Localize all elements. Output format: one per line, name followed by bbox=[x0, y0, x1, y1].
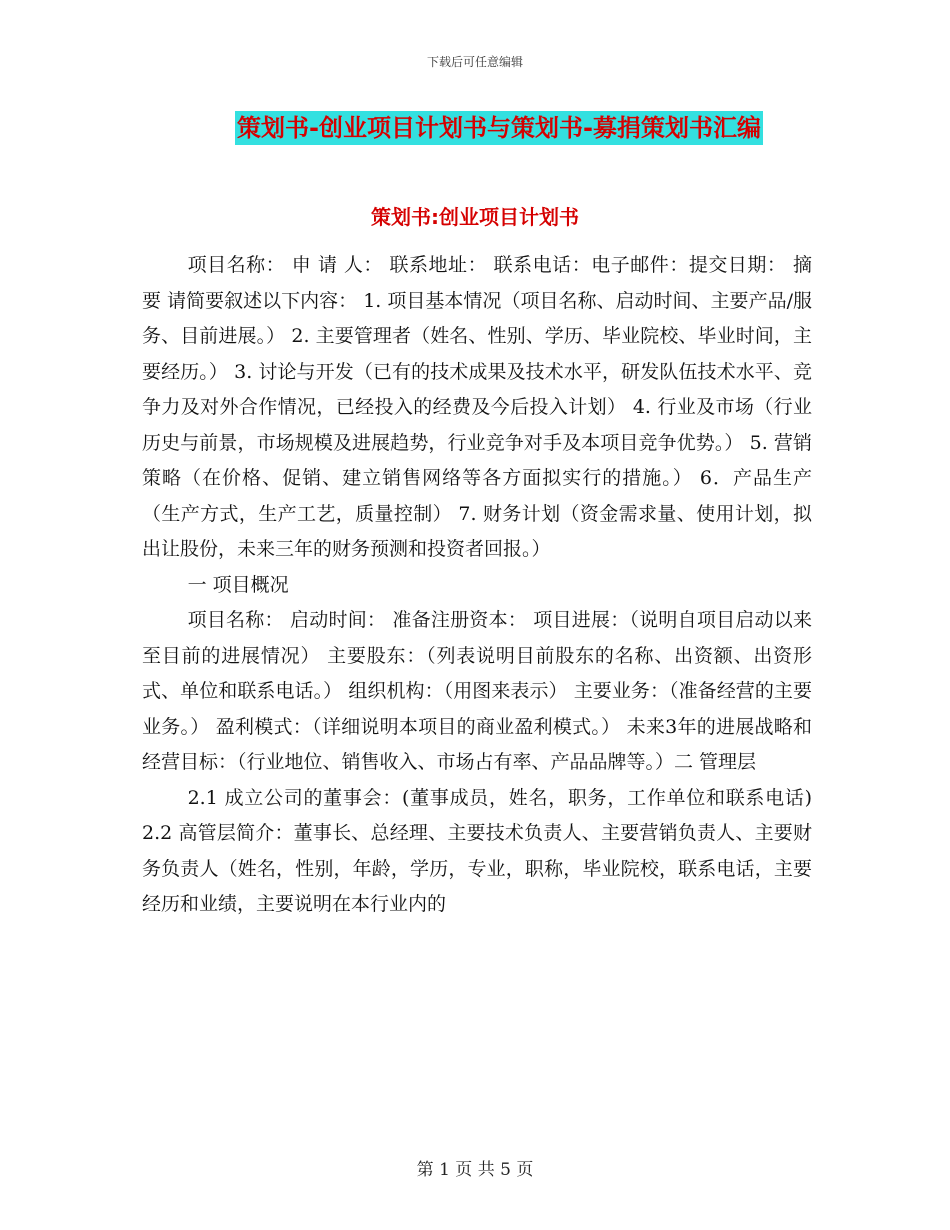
heading-project-overview: 一 项目概况 bbox=[187, 573, 289, 596]
section-title: 策划书:创业项目计划书 bbox=[371, 205, 579, 229]
document-body bbox=[142, 248, 812, 923]
page-footer: 第 1 页 共 5 页 bbox=[416, 1160, 534, 1180]
paragraph-summary: 项目名称： 申 请 人： 联系地址： 联系电话：电子邮件：提交日期： 摘 要 请简要叙述以下内容： 1. 项目基本情况（项目名称、启动时间、主要产品/服务、目前进展。） 2. 主要管理者（姓名、性别、学历、毕业院校、毕业时间，主要经历。） 3. 讨论与开发（已有的技术成果及技术水平，研发队伍技术水平、竞争力及对外合作情况，已经投入的经费及今后投入计划） 4. 行业及市场（行业历史与前景，市场规模及进展趋势，行业竞争对手及本项目竞争优势。） 5. 营销策略（在价格、促销、建立销售网络等各方面拟实行的措施。） 6．产品生产（生产方式，生产工艺，质量控制） 7. 财务计划（资金需求量、使用计划，拟出让股份，未来三年的财务预测和投资者回报。） bbox=[142, 254, 812, 560]
header-note: 下载后可任意编辑 bbox=[426, 55, 523, 69]
paragraph-management: 2.1 成立公司的董事会：(董事成员，姓名，职务，工作单位和联系电话) 2.2 高管层简介：董事长、总经理、主要技术负责人、主要营销负责人、主要财务负责人（姓名，性别，年龄，学历，专业，职称，毕业院校，联系电话，主要经历和业绩，主要说明在本行业内的 bbox=[142, 786, 812, 915]
paragraph-project-overview: 项目名称： 启动时间： 准备注册资本： 项目进展：（说明自项目启动以来至目前的进展情况） 主要股东：（列表说明目前股东的名称、出资额、出资形式、单位和联系电话。） 组织机构：（用图来表示） 主要业务：（准备经营的主要业务。） 盈利模式：（详细说明本项目的商业盈利模式。） 未来3年的进展战略和经营目标：（行业地位、销售收入、市场占有率、产品品牌等。）二 管理层 bbox=[142, 609, 812, 773]
document-title bbox=[0, 111, 950, 145]
document-title-text: 策划书-创业项目计划书与策划书-募捐策划书汇编 bbox=[235, 111, 763, 145]
